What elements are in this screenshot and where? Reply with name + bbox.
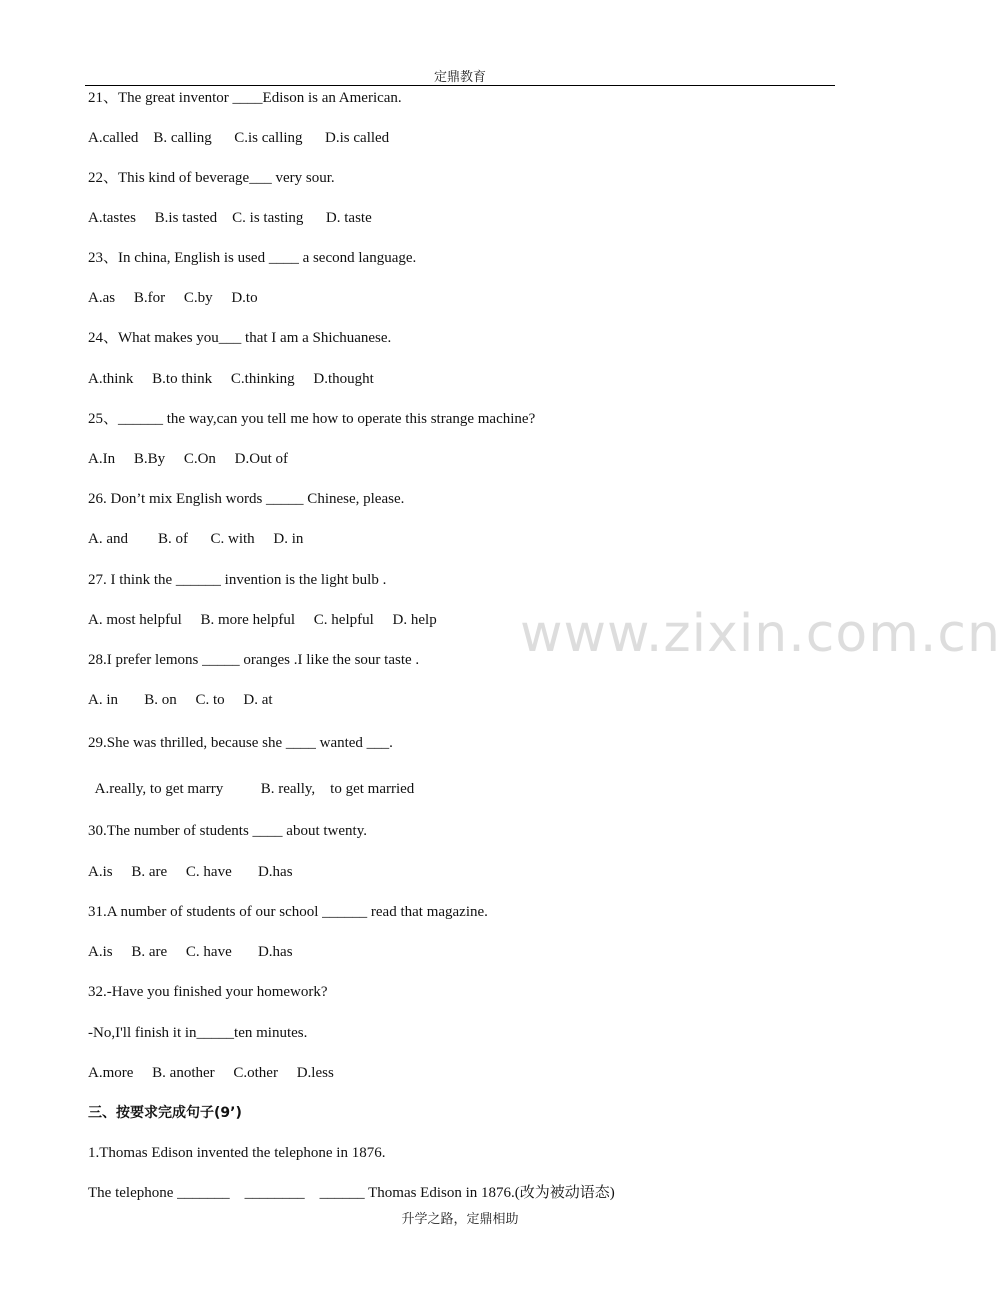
watermark: www.zixin.com.cn xyxy=(520,604,1001,664)
question-24-stem: 24、What makes you___ that I am a Shichuanese. xyxy=(88,330,392,346)
question-28-stem: 28.I prefer lemons _____ oranges .I like the sour taste . xyxy=(88,652,420,668)
page-footer: 升学之路，定鼎相助 xyxy=(401,1212,519,1227)
question-22-options: A.tastes B.is tasted C. is tasting D. taste xyxy=(88,210,372,226)
question-29-options: A.really, to get marry B. really, to get married xyxy=(88,781,415,797)
question-26-options: A. and B. of C. with D. in xyxy=(88,531,304,547)
section-3-title: 三、按要求完成句子(9’) xyxy=(88,1105,242,1121)
question-31-options: A.is B. are C. have D.has xyxy=(88,944,293,960)
question-32-options: A.more B. another C.other D.less xyxy=(88,1065,334,1081)
question-26-stem: 26. Don’t mix English words _____ Chinese, please. xyxy=(88,491,405,507)
question-23-options: A.as B.for C.by D.to xyxy=(88,290,258,306)
question-32-stem: 32.-Have you finished your homework? xyxy=(88,984,328,1000)
question-24-options: A.think B.to think C.thinking D.thought xyxy=(88,371,374,387)
section-3-item-1-blank: The telephone _______ ________ ______ Thomas Edison in 1876.(改为被动语态) xyxy=(88,1185,615,1201)
question-28-options: A. in B. on C. to D. at xyxy=(88,692,273,708)
question-27-options: A. most helpful B. more helpful C. helpful D. help xyxy=(88,612,437,628)
question-22-stem: 22、This kind of beverage___ very sour. xyxy=(88,170,335,186)
section-3-item-1: 1.Thomas Edison invented the telephone in 1876. xyxy=(88,1145,386,1161)
question-29-stem: 29.She was thrilled, because she ____ wanted ___. xyxy=(88,735,393,751)
question-21-stem: 21、The great inventor ____Edison is an American. xyxy=(88,90,402,106)
question-30-options: A.is B. are C. have D.has xyxy=(88,864,293,880)
question-27-stem: 27. I think the ______ invention is the light bulb . xyxy=(88,572,387,588)
question-30-stem: 30.The number of students ____ about twenty. xyxy=(88,823,367,839)
page-header: 定鼎教育 xyxy=(433,70,486,85)
question-25-stem: 25、______ the way,can you tell me how to operate this strange machine? xyxy=(88,411,536,427)
header-divider xyxy=(85,85,835,86)
question-25-options: A.In B.By C.On D.Out of xyxy=(88,451,289,467)
question-23-stem: 23、In china, English is used ____ a second language. xyxy=(88,250,417,266)
question-21-options: A.called B. calling C.is calling D.is called xyxy=(88,130,390,146)
question-31-stem: 31.A number of students of our school ______ read that magazine. xyxy=(88,904,488,920)
question-32-dialogue: -No,I'll finish it in_____ten minutes. xyxy=(88,1025,308,1041)
